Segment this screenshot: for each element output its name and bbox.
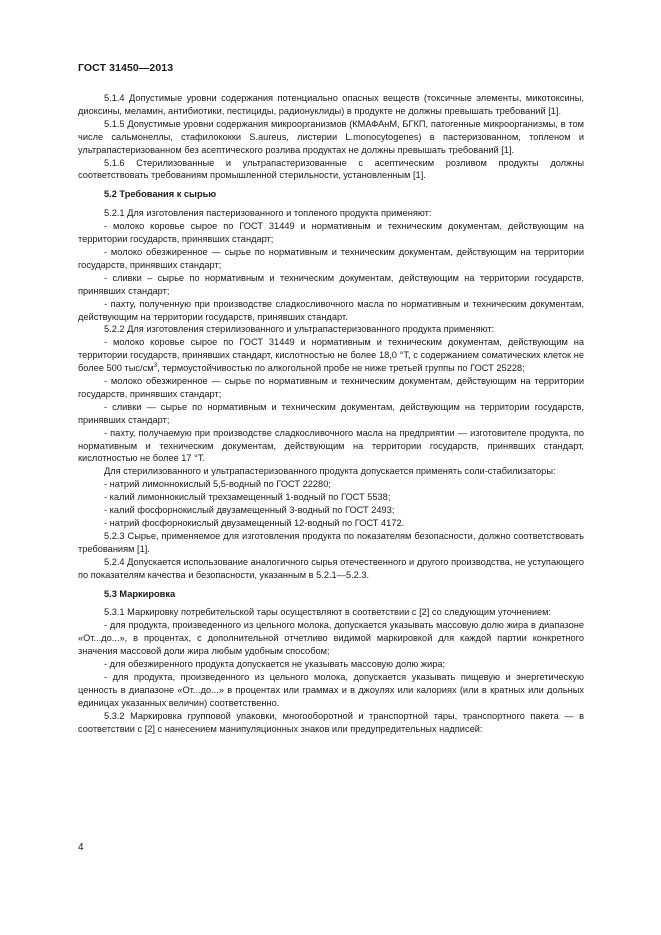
list-item: - сливки — сырье по нормативным и техническим документам, действующим на территории государств, принявших стандарт; — [78, 401, 584, 425]
page-header-standard-number: ГОСТ 31450—2013 — [78, 62, 174, 74]
paragraph-5-1-4: 5.1.4 Допустимые уровни содержания потенциально опасных веществ (токсичные элементы, микотоксины, диоксины, меламин, антибиотики, пестициды, радионуклиды) в продукте не должны превышать требований [1]. — [78, 93, 584, 116]
list-item: - для продукта, произведенного из цельного молока, допускается указывать пищевую и энергетическую ценность в диапазоне «От...до...» в процентах или граммах и в джоулях или калориях (или в кратных или дольных единицах указанных величин) соответственно. — [78, 671, 584, 708]
page-number: 4 — [78, 842, 84, 853]
section-heading-5-3: 5.3 Маркировка — [104, 588, 176, 599]
paragraph-5-2-1: 5.2.1 Для изготовления пастеризованного и топленого продукта применяют: — [104, 208, 432, 219]
list-item: - пахту, полученную при производстве сладкосливочного масла по нормативным и техническим документам, действующим на территории государств, принявших стандарт. — [78, 298, 584, 322]
list-item: - молоко коровье сырое по ГОСТ 31449 и нормативным и техническим документам, действующим на территории государств, принявших стандарт; — [78, 221, 584, 245]
paragraph-5-3-1: 5.3.1 Маркировку потребительской тары осуществляют в соответствии с [2] со следующим уточнением: — [104, 607, 552, 618]
list-item: - пахту, получаемую при производстве сладкосливочного масла на предприятии — изготовителе продукта, по нормативным и техническим документам, действующим на территории государств, принявших стандарт, кислотностью не более 17 °Т. — [78, 427, 584, 464]
list-item — [78, 336, 584, 375]
list-item-text-continued: , термоустойчивостью по алкогольной пробе не ниже третьей группы по ГОСТ 25228; — [157, 363, 525, 374]
list-item: - для продукта, произведенного из цельного молока, допускается указывать массовую долю жира в диапазоне «От...до...», в процентах, с дополнительной отчетливо видимой маркировкой для каждой партии конкретного значения массовой доли жира любым удобным способом; — [78, 620, 584, 657]
section-heading-5-2: 5.2 Требования к сырью — [104, 189, 217, 200]
list-item: - молоко обезжиренное — сырье по нормативным и техническим документам, действующим на территории государств, принявших стандарт; — [78, 376, 584, 399]
list-item: - калий фосфорнокислый двузамещенный 3-водный по ГОСТ 2493; — [104, 505, 395, 516]
list-item: - для обезжиренного продукта допускается не указывать массовую долю жира; — [104, 659, 446, 670]
list-item: - натрий лимоннокислый 5,5-водный по ГОСТ 22280; — [104, 479, 331, 490]
paragraph-5-2-4: 5.2.4 Допускается использование аналогичного сырья отечественного и другого производства, не уступающего по показателям качества и безопасности, указанным в 5.2.1—5.2.3. — [78, 556, 584, 580]
paragraph-5-2-2: 5.2.2 Для изготовления стерилизованного и ультрапастеризованного продукта применяют: — [104, 324, 495, 335]
paragraph-5-1-5: 5.1.5 Допустимые уровни содержания микроорганизмов (КМАФАнМ, БГКП, патогенные микроорганизмы, в том числе сальмонеллы, стафилококки S.aureus, листерии L.monocytogenes) в пастеризованном, топленом и ультрапастеризованном без асептического розлива продуктах не должны превышать требований [1]. — [78, 118, 584, 155]
list-item: - калий лимоннокислый трехзамещенный 1-водный по ГОСТ 5538; — [104, 492, 391, 503]
paragraph-5-3-2: 5.3.2 Маркировка групповой упаковки, многооборотной и транспортной тары, транспортного пакета — в соответствии с [2] с нанесением манипуляционных знаков или предупредительных надписей: — [78, 710, 584, 734]
list-item: - сливки – сырье по нормативным и техническим документам, действующим на территории государств, принявших стандарт; — [78, 272, 584, 296]
list-item: - молоко обезжиренное — сырье по нормативным и техническим документам, действующим на территории государств, принявших стандарт; — [78, 246, 584, 270]
list-item: - натрий фосфорнокислый двузамещенный 12-водный по ГОСТ 4172. — [104, 518, 405, 528]
list-item-text: - молоко коровье сырое по ГОСТ 31449 и нормативным и техническим документам, действующим на территории государств, принявших стандарт, кислотностью не более 18,0 °Т, с содержанием соматических клеток не более 500 тыс/см — [78, 337, 584, 374]
paragraph-stabilizers: Для стерилизованного и ультрапастеризованного продукта допускается применять соли-стабилизаторы: — [104, 466, 556, 477]
paragraph-5-2-3: 5.2.3 Сырье, применяемое для изготовления продукта по показателям безопасности, должно соответствовать требованиям [1]. — [78, 530, 584, 554]
paragraph-5-1-6: 5.1.6 Стерилизованные и ультрапастеризованные с асептическим розливом продукты должны соответствовать требованиям промышленной стерильности, установленным [1]. — [78, 157, 584, 181]
document-body — [78, 92, 584, 736]
superscript-3: 3 — [153, 362, 158, 370]
